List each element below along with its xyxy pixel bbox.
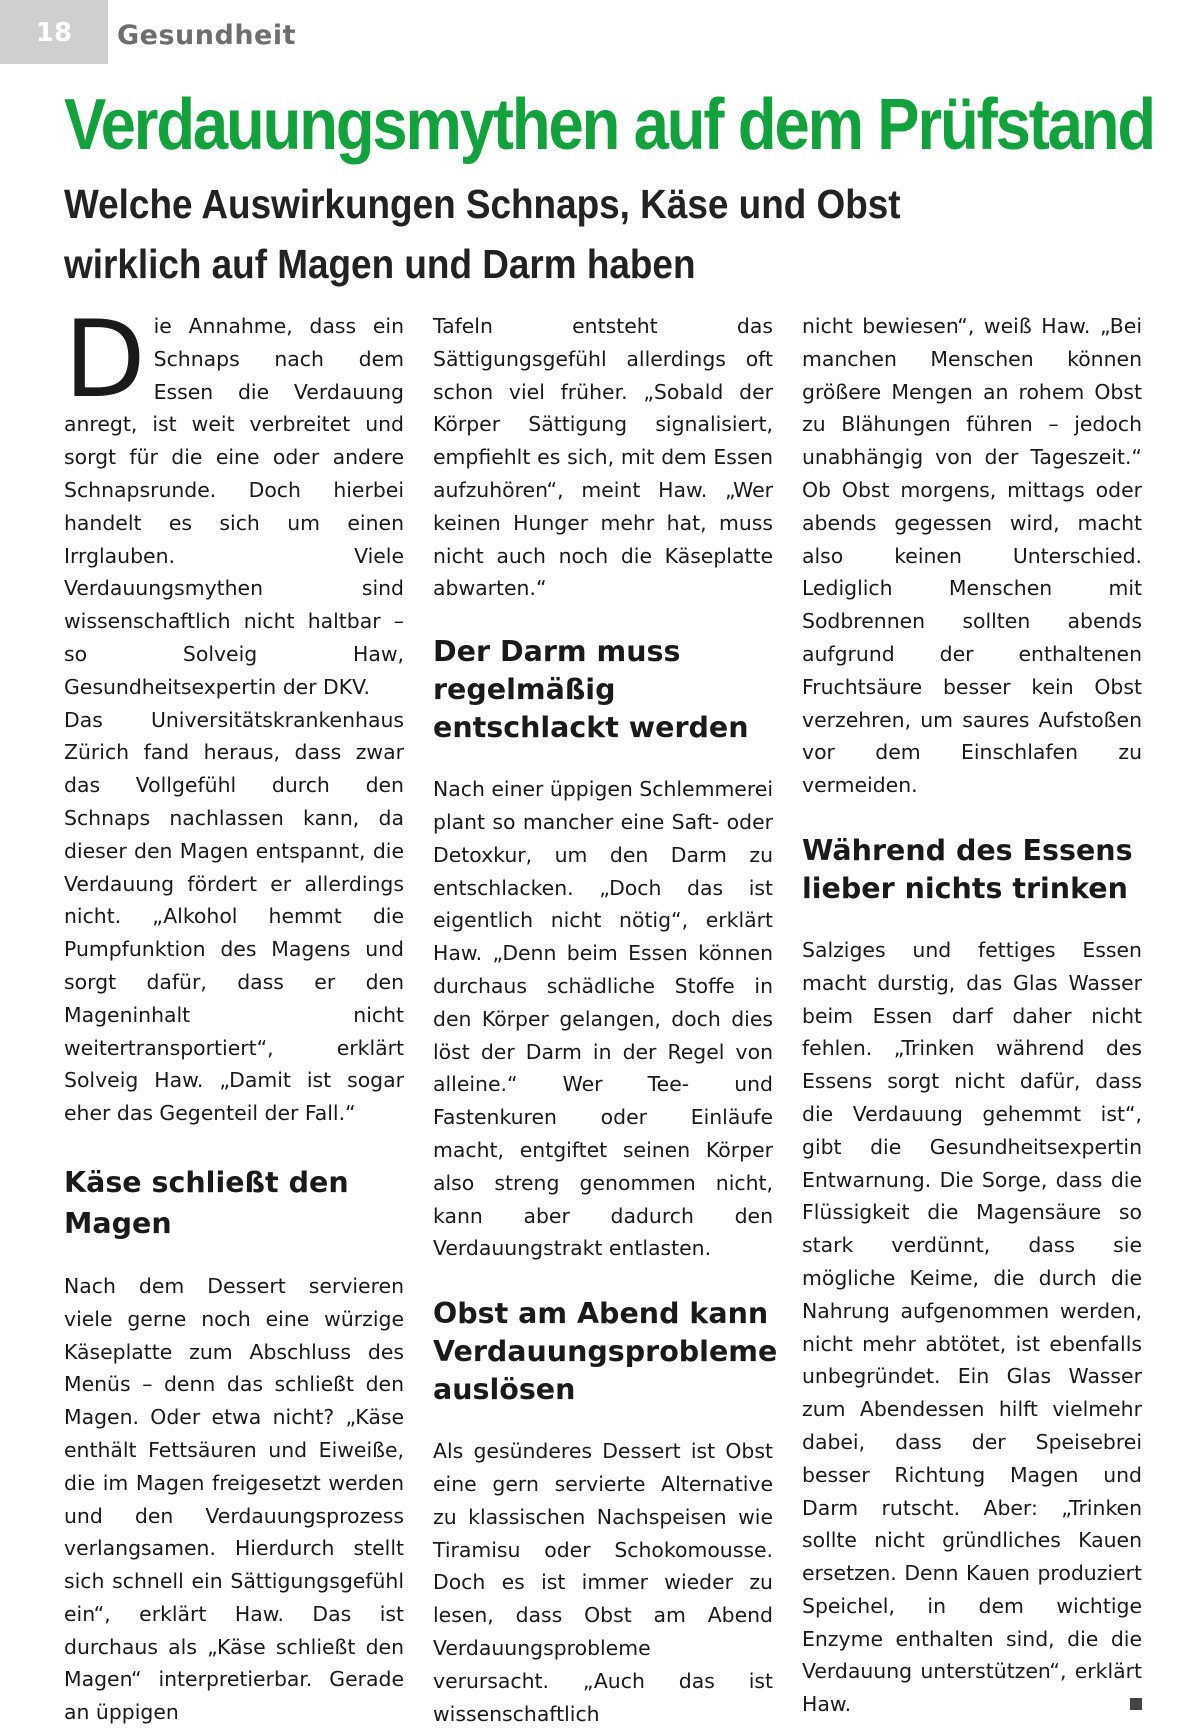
article-title: Verdauungsmythen auf dem Prüfstand — [64, 85, 1154, 165]
subhead-kaese: Käse schließt den Magen — [64, 1165, 349, 1240]
body-paragraph: Das Universitätskrankenhaus Zürich fand heraus, dass zwar das Vollgefühl durch den Schnaps nachlassen kann, da dieser den Magen entspannt, die Verdauung fördert er allerdings nicht. „Alkohol hemmt die Pumpfunktion des Magens und sorgt dafür, dass er den Mageninhalt nicht weitertransportiert“, erklärt Solveig Haw. „Damit ist sogar eher das Gegenteil der Fall.“ — [64, 707, 404, 1126]
page-number: 18 — [35, 18, 73, 48]
page-number-tab — [0, 0, 108, 64]
body-paragraph: nicht bewiesen“, weiß Haw. „Bei manchen Menschen können größere Mengen an rohem Obst zu Blähungen führen – jedoch unabhängig von der Tageszeit.“ Ob Obst morgens, mittags oder abends gegessen wird, macht also keinen Unterschied. Lediglich Menschen mit Sodbrennen sollten abends aufgrund der enthaltenen Fruchtsäure besser kein Obst verzehren, um saures Aufstoßen vor dem Einschlafen zu vermeiden. — [802, 314, 1142, 798]
column-1 — [64, 298, 404, 1729]
body-paragraph: Als gesünderes Dessert ist Obst eine gern servierte Alternative zu klassischen Nachspeisen wie Tiramisu oder Schokomousse. Doch es ist immer wieder zu lesen, dass Obst am Abend Verdauungsprobleme verursacht. „Auch das ist wissenschaftlich — [433, 1439, 773, 1726]
body-text: Salziges und fettiges Essen macht durstig, das Glas Wasser beim Essen darf daher nicht fehlen. „Trinken während des Essens sorgt nicht dafür, dass die Verdauung gehemmt ist“, gibt die Gesundheitsexpertin Entwarnung. Die Sorge, dass die Flüssigkeit die Magensäure so stark verdünnt, dass sie mögliche Keime, die durch die Nahrung aufgenommen werden, nicht mehr abtötet, ist ebenfalls unbegründet. Ein Glas Wasser zum Abendessen hilft vielmehr dabei, dass der Speisebrei besser Richtung Magen und Darm rutscht. Aber: „Trinken sollte nicht gründliches Kauen ersetzen. Denn Kauen produziert Speichel, in dem wichtige Enzyme enthalten sind, die die Verdauung unterstützen“, erklärt Haw. — [802, 937, 1142, 1717]
column-3 — [802, 310, 1142, 1721]
article-subtitle: Welche Auswirkungen Schnaps, Käse und Obst wirklich auf Magen und Darm haben — [64, 181, 901, 287]
subhead-trinken: Während des Essens lieber nichts trinken — [802, 833, 1133, 905]
body-paragraph — [802, 934, 1142, 1721]
body-paragraph: Nach dem Dessert servieren viele gerne noch eine würzige Käseplatte zum Abschluss des Menüs – denn das schließt den Magen. Oder etwa nicht? „Käse enthält Fettsäuren und Eiweiße, die im Magen freigesetzt werden und den Verdauungsprozess verlangsamen. Hierdurch stellt sich schnell ein Sättigungsgefühl ein“, erklärt Haw. Das ist durchaus als „Käse schließt den Magen“ interpretierbar. Gerade an üppigen — [64, 1273, 404, 1725]
intro-paragraph — [64, 298, 404, 704]
section-label: Gesundheit — [117, 20, 297, 51]
body-paragraph: Tafeln entsteht das Sättigungsgefühl allerdings oft schon viel früher. „Sobald der Körper Sättigung signalisiert, empfiehlt es sich, mit dem Essen aufzuhören“, meint Haw. „Wer keinen Hunger mehr hat, muss nicht auch noch die Käseplatte abwarten.“ — [433, 314, 773, 601]
subhead-obst: Obst am Abend kann Verdauungsprobleme auslösen — [433, 1297, 778, 1407]
body-paragraph: Nach einer üppigen Schlemmerei plant so mancher eine Saft- oder Detoxkur, um den Darm zu entschlacken. „Doch das ist eigentlich nicht nötig“, erklärt Haw. „Denn beim Essen können durchaus schädliche Stoffe in den Körper gelangen, doch dies löst der Darm in der Regel von alleine.“ Wer Tee- und Fastenkuren oder Einläufe macht, entgiftet seinen Körper also streng genommen nicht, kann aber dadurch den Verdauungstrakt entlasten. — [433, 777, 773, 1261]
intro-text: ie Annahme, dass ein Schnaps nach dem Essen die Verdauung anregt, ist weit verbreitet und sorgt für die eine oder andere Schnapsrunde. Doch hierbei handelt es sich um einen Irrglauben. Viele Verdauungsmythen sind wissenschaftlich nicht haltbar – so Solveig Haw, Gesundheitsexpertin der DKV. — [64, 314, 404, 699]
end-mark-icon — [1130, 1698, 1142, 1710]
subhead-darm: Der Darm muss regelmäßig entschlackt werden — [433, 635, 749, 745]
drop-cap: D — [64, 298, 146, 421]
column-2 — [433, 310, 778, 1730]
